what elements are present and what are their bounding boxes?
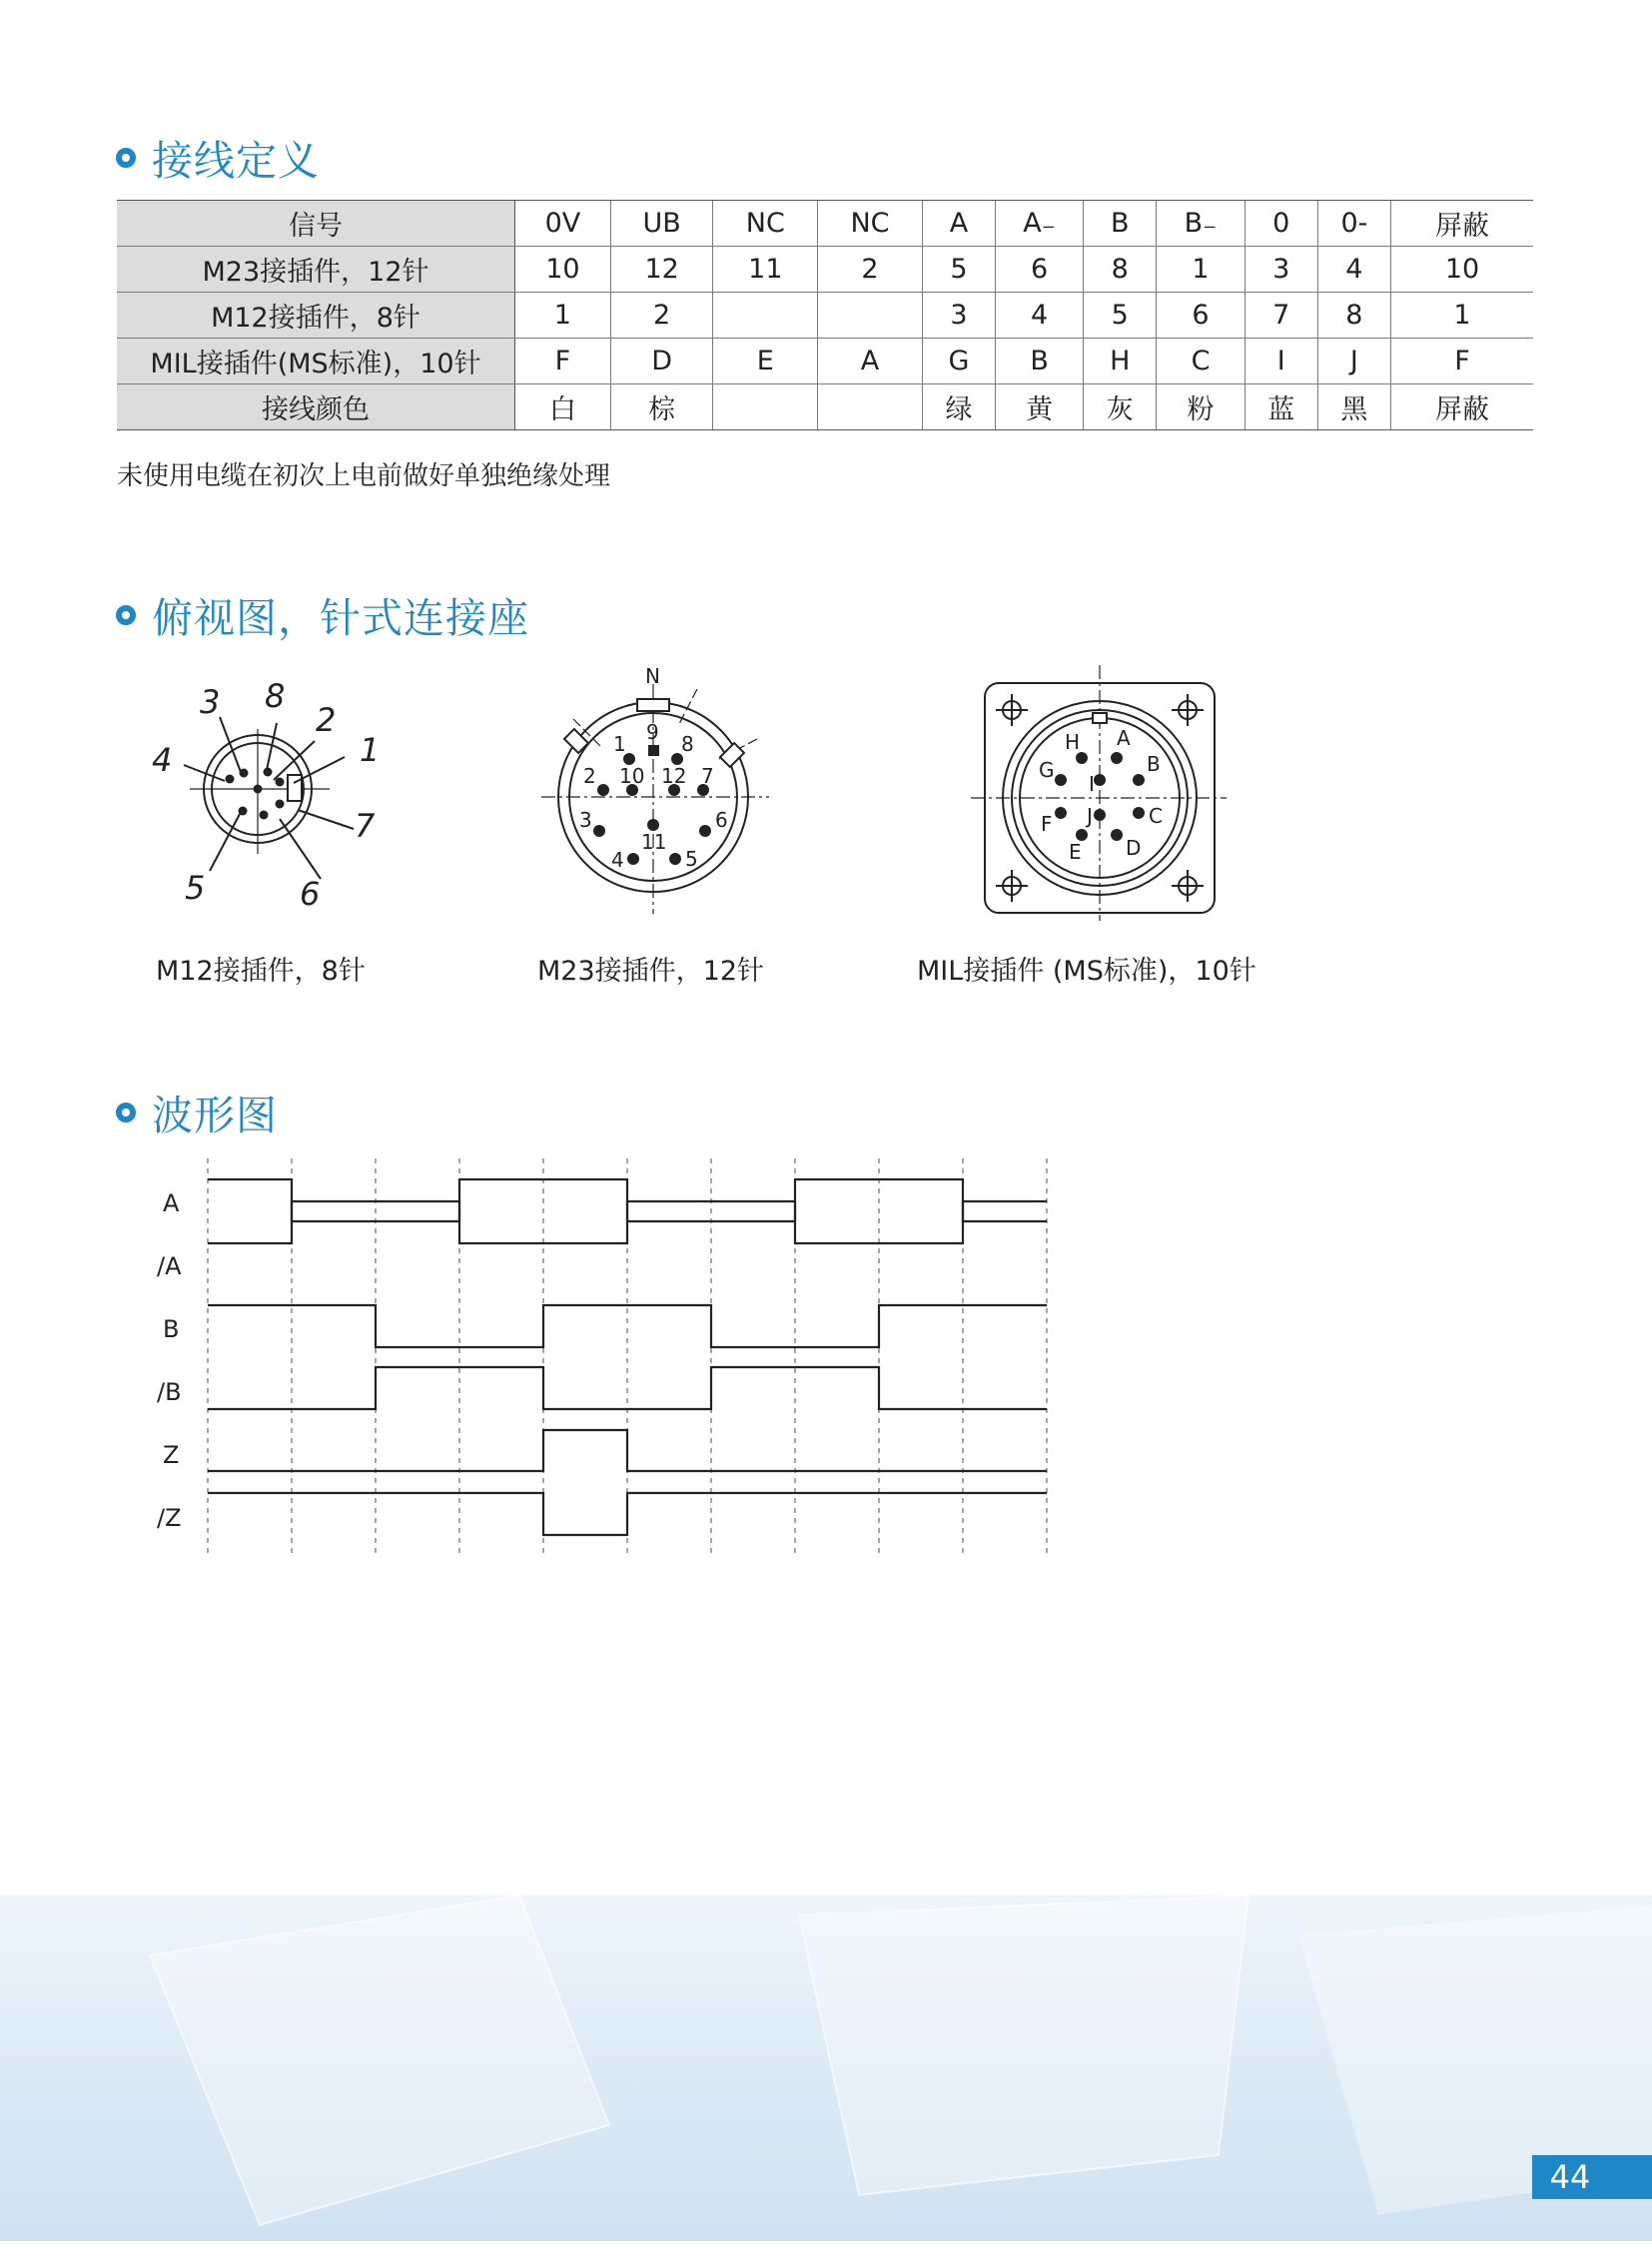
mil-pin-label: G — [1039, 758, 1055, 782]
table-cell: 蓝 — [1244, 384, 1317, 430]
mil-pin-label: H — [1065, 730, 1081, 754]
table-cell: 6 — [996, 247, 1084, 293]
table-cell: 4 — [996, 293, 1084, 339]
m23-pin-label: 9 — [646, 720, 659, 744]
table-row — [117, 293, 1533, 339]
m12-pin-2-dot — [264, 768, 273, 777]
table-cell: 8 — [1084, 247, 1157, 293]
m12-connector-diagram — [140, 669, 400, 929]
wave-label-a-inverse: /A — [157, 1252, 182, 1280]
m12-pin-label: 7 — [355, 807, 376, 845]
m23-north-label: N — [645, 664, 660, 688]
table-cell: I — [1244, 339, 1317, 384]
section-title-waveform — [116, 1083, 278, 1141]
m12-pin-7-dot — [276, 800, 285, 809]
section-title-text: 接线定义 — [152, 137, 320, 185]
m12-caption: M12接插件，8针 — [156, 956, 366, 987]
mil-key-notch — [1093, 713, 1107, 723]
mil-pin-d-dot — [1111, 829, 1123, 841]
mil-pin-i-dot — [1094, 774, 1106, 786]
table-cell: 5 — [1084, 293, 1157, 339]
mil-pin-label: I — [1089, 772, 1095, 796]
table-cell: D — [610, 339, 713, 384]
m23-connector-diagram — [529, 659, 789, 919]
m23-pin-label: 4 — [611, 848, 624, 872]
table-cell: A — [922, 201, 995, 247]
m12-pin-label: 2 — [316, 701, 337, 739]
wave-signal-z-inverse — [208, 1493, 1047, 1535]
section-title-topview — [116, 585, 529, 644]
table-cell: 10 — [515, 247, 611, 293]
wave-label-b-inverse: /B — [157, 1378, 182, 1406]
wave-label-b: B — [163, 1315, 180, 1343]
bullet-ring-icon — [116, 1103, 136, 1122]
m23-pin-label: 8 — [681, 732, 694, 756]
table-cell: 6 — [1157, 293, 1244, 339]
table-cell: 12 — [610, 247, 713, 293]
m12-pin-6-dot — [260, 811, 269, 820]
table-row — [117, 339, 1533, 384]
mil-pin-label: J — [1087, 804, 1093, 828]
table-cell: 0 — [1244, 201, 1317, 247]
m23-pin-9-square — [648, 745, 659, 756]
table-cell: NC — [818, 201, 923, 247]
mil-pin-g-dot — [1055, 774, 1067, 786]
table-cell: 灰 — [1084, 384, 1157, 430]
mil-connector-diagram — [969, 665, 1229, 921]
wave-label-z-inverse: /Z — [157, 1504, 182, 1532]
table-cell: 7 — [1244, 293, 1317, 339]
table-row-header: 接线颜色 — [117, 384, 515, 430]
table-cell: 0- — [1317, 201, 1390, 247]
table-cell: 10 — [1390, 247, 1533, 293]
table-cell: H — [1084, 339, 1157, 384]
mil-pin-j-dot — [1094, 809, 1106, 821]
table-cell: 4 — [1317, 247, 1390, 293]
wave-signal-z — [208, 1430, 1047, 1471]
table-cell: 粉 — [1157, 384, 1244, 430]
table-cell: 2 — [818, 247, 923, 293]
table-cell: J — [1317, 339, 1390, 384]
m23-pin-4-dot — [627, 853, 639, 865]
table-cell: G — [922, 339, 995, 384]
m12-pin-label: 3 — [200, 683, 221, 721]
table-row-header: MIL接插件(MS标准)，10针 — [117, 339, 515, 384]
wiring-table — [117, 200, 1533, 430]
table-cell: F — [515, 339, 611, 384]
page-number: 44 — [1549, 2158, 1591, 2196]
table-cell: 绿 — [922, 384, 995, 430]
table-cell: B — [996, 339, 1084, 384]
table-cell: NC — [713, 201, 818, 247]
m23-pin-label: 12 — [661, 764, 687, 788]
table-row — [117, 201, 1533, 247]
mil-pin-label: E — [1069, 840, 1082, 864]
bullet-ring-icon — [116, 605, 136, 625]
m12-pin-8-dot — [254, 785, 263, 794]
m23-key-notch — [637, 699, 669, 711]
mil-pin-c-dot — [1133, 807, 1145, 819]
table-cell: 5 — [922, 247, 995, 293]
footer-glass-shapes — [0, 1895, 1652, 2241]
m23-pin-label: 5 — [685, 847, 698, 871]
m23-pin-6-dot — [699, 825, 711, 837]
table-cell — [713, 293, 818, 339]
table-row-header: M12接插件，8针 — [117, 293, 515, 339]
table-cell: 黑 — [1317, 384, 1390, 430]
table-row — [117, 384, 1533, 430]
table-row — [117, 247, 1533, 293]
mil-pin-label: F — [1041, 812, 1053, 836]
table-cell: 11 — [713, 247, 818, 293]
table-cell: B₋ — [1157, 201, 1244, 247]
m23-pin-label: 11 — [641, 830, 667, 854]
table-cell: 0V — [515, 201, 611, 247]
wave-label-z: Z — [163, 1441, 180, 1469]
wiring-note: 未使用电缆在初次上电前做好单独绝缘处理 — [117, 461, 611, 491]
table-row-header: M23接插件，12针 — [117, 247, 515, 293]
m23-pin-label: 3 — [579, 808, 592, 832]
table-cell: F — [1390, 339, 1533, 384]
waveform-diagram — [200, 1158, 1059, 1558]
mil-pin-label: C — [1149, 804, 1163, 828]
mil-caption: MIL接插件 (MS标准)，10针 — [917, 956, 1256, 987]
m23-pin-label: 6 — [715, 808, 728, 832]
m23-pin-label: 2 — [583, 764, 596, 788]
m12-pin-1-dot — [276, 778, 285, 787]
wave-label-a: A — [163, 1189, 180, 1217]
footer-background — [0, 1895, 1652, 2241]
table-cell: 棕 — [610, 384, 713, 430]
m23-pin-label: 10 — [619, 764, 645, 788]
m12-pin-3-dot — [240, 769, 249, 778]
bullet-ring-icon — [116, 148, 136, 168]
table-cell: 黄 — [996, 384, 1084, 430]
table-cell: 1 — [1390, 293, 1533, 339]
table-cell — [818, 293, 923, 339]
table-cell: 8 — [1317, 293, 1390, 339]
mil-pin-a-dot — [1111, 752, 1123, 764]
table-cell: 屏蔽 — [1390, 384, 1533, 430]
table-cell: 3 — [922, 293, 995, 339]
table-cell: A₋ — [996, 201, 1084, 247]
table-cell: 白 — [515, 384, 611, 430]
table-cell — [713, 384, 818, 430]
m12-pin-5-dot — [239, 807, 248, 816]
table-cell: 1 — [515, 293, 611, 339]
table-cell: E — [713, 339, 818, 384]
m12-pin-4-dot — [226, 775, 235, 784]
mil-pin-label: B — [1147, 752, 1161, 776]
section-title-wiring — [116, 128, 320, 187]
table-cell: C — [1157, 339, 1244, 384]
m23-pin-3-dot — [593, 825, 605, 837]
section-title-text: 波形图 — [152, 1092, 278, 1139]
table-cell: 屏蔽 — [1390, 201, 1533, 247]
table-cell — [818, 384, 923, 430]
m23-pin-label: 1 — [613, 732, 626, 756]
table-cell: 2 — [610, 293, 713, 339]
m23-caption: M23接插件，12针 — [537, 956, 765, 987]
m12-pin-label: 6 — [300, 875, 321, 913]
m12-pin-label: 5 — [185, 869, 206, 907]
mil-pin-f-dot — [1055, 807, 1067, 819]
m12-pin-label: 1 — [360, 731, 381, 769]
table-cell: B — [1084, 201, 1157, 247]
m23-pin-label: 7 — [701, 764, 714, 788]
m23-pin-2-dot — [597, 784, 609, 796]
section-title-text: 俯视图，针式连接座 — [152, 594, 529, 642]
m12-pin-label: 4 — [152, 741, 173, 779]
m23-pin-5-dot — [669, 853, 681, 865]
table-row-header: 信号 — [117, 201, 515, 247]
table-cell: 1 — [1157, 247, 1244, 293]
mil-pin-b-dot — [1133, 774, 1145, 786]
table-cell: UB — [610, 201, 713, 247]
table-cell: 3 — [1244, 247, 1317, 293]
table-cell: A — [818, 339, 923, 384]
mil-pin-label: A — [1117, 726, 1131, 750]
mil-pin-label: D — [1126, 836, 1142, 860]
m12-pin-label: 8 — [265, 677, 286, 715]
